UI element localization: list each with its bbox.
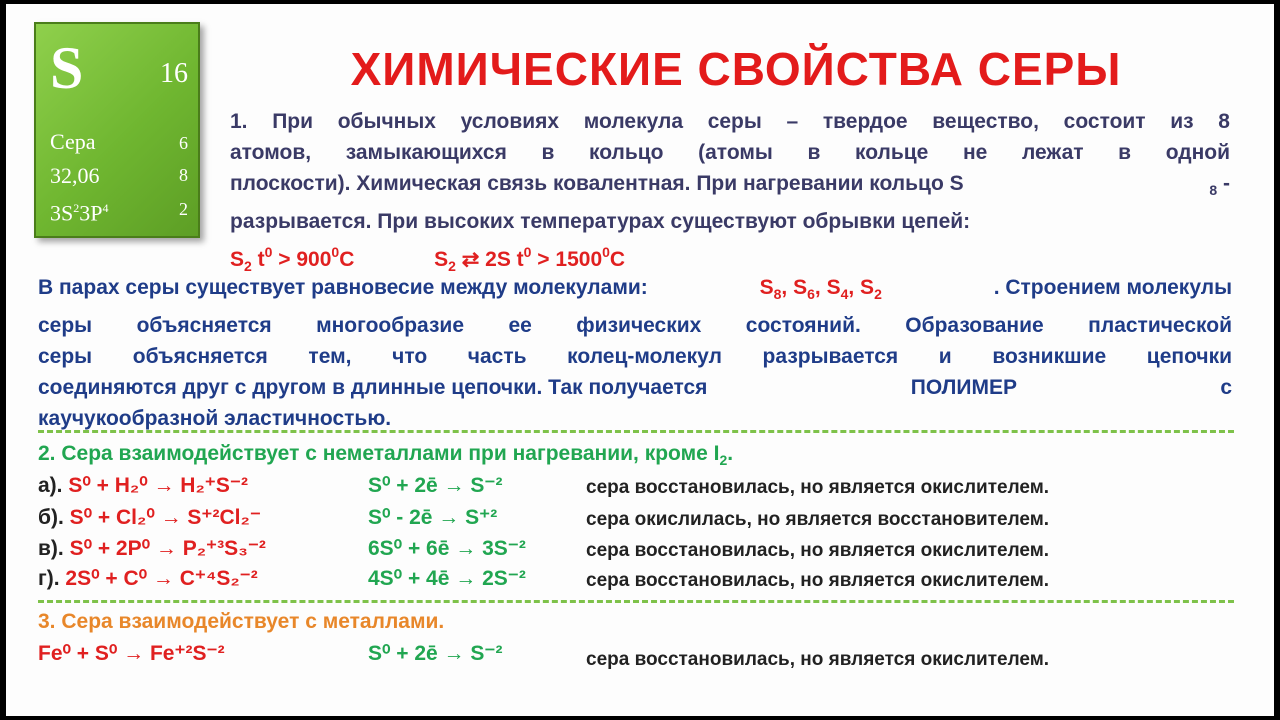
paragraph-1 [230, 106, 1230, 282]
mol-s2: S [860, 276, 875, 299]
s2-heading-sub: 2 [719, 452, 728, 468]
element-name: Сера [50, 129, 96, 154]
p1-line3-text: плоскости). Химическая связь ковалентная. При нагревании кольцо S [230, 172, 964, 195]
reaction-b-label: б). [38, 506, 70, 529]
p1-line4: разрывается. При высоких температурах существуют обрывки цепей: [230, 210, 971, 233]
half-reaction-c: 6S⁰ + 6ē → 3S⁻² [368, 537, 526, 560]
element-tile-sulfur [34, 22, 200, 238]
note-a: сера восстановилась, но является окислителем. [586, 477, 1050, 498]
p2-polymer: ПОЛИМЕР [910, 376, 1017, 399]
paragraph-2 [38, 272, 1232, 434]
divider-1 [38, 430, 1234, 433]
note-d: сера восстановилась, но является окислителем. [586, 570, 1050, 591]
shell-1: 6 [179, 133, 188, 153]
reaction-c-label: в). [38, 537, 70, 560]
p2-line4-text: соединяются друг с другом в длинные цепочки. Так получается [38, 376, 708, 399]
divider-2 [38, 600, 1234, 603]
atomic-mass: 32,06 [50, 163, 100, 188]
reaction-d [38, 565, 258, 593]
p2-line2: серы объясняется многообразие ее физических состояний. Образование пластической [38, 314, 1232, 337]
section-3-heading: 3. Сера взаимодействует с металлами. [38, 610, 445, 633]
half-reaction-b: S⁰ - 2ē → S⁺² [368, 506, 498, 529]
atomic-number: 16 [160, 58, 188, 89]
mol-s4-sub: 4 [840, 286, 849, 302]
p1-line3-dash: - [1217, 172, 1230, 195]
shell-3: 2 [179, 199, 188, 219]
eq1-c: C [339, 248, 355, 271]
eq2-tsup: 0 [523, 244, 532, 260]
eq1-rest: > 900 [272, 248, 332, 271]
reaction-d-label: г). [38, 567, 66, 590]
half-reaction-fe: S⁰ + 2ē → S⁻² [368, 642, 503, 665]
mol-s4: S [826, 276, 841, 299]
mol-s8-sub: 8 [773, 286, 782, 302]
mol-s6: S [793, 276, 808, 299]
config-sup1: 2 [73, 201, 80, 215]
reaction-c-equation: S⁰ + 2P⁰ → P₂⁺³S₃⁻² [69, 537, 266, 560]
p1-line2: атомов, замыкающихся в кольцо (атомы в кольце не лежат в одной [230, 141, 1230, 164]
p2-line1-end: . Строением молекулы [993, 276, 1232, 299]
s2-heading-end: . [727, 442, 734, 465]
reaction-a-label: а). [38, 474, 69, 497]
p2-line4 [38, 372, 1232, 403]
section-2-heading [38, 442, 733, 468]
reaction-d-equation: 2S⁰ + C⁰ → C⁺⁴S₂⁻² [65, 567, 258, 590]
reaction-b [38, 504, 261, 532]
p2-line1 [38, 272, 1232, 310]
reaction-c [38, 535, 266, 563]
p2-line1-text: В парах серы существует равновесие между молекулами: [38, 276, 648, 299]
p1-line1: 1. При обычных условиях молекула серы – твердое вещество, состоит из 8 [230, 110, 1230, 133]
p2-line3: серы объясняется тем, что часть колец-молекул разрывается и возникшие цепочки [38, 345, 1232, 368]
p2-line5: каучукообразной эластичностью. [38, 407, 392, 430]
page-title: ХИМИЧЕСКИЕ СВОЙСТВА СЕРЫ [350, 43, 1122, 95]
eq1-csup: 0 [331, 244, 340, 260]
eq2-csup: 0 [602, 244, 610, 260]
note-c: сера восстановилась, но является окислителем. [586, 540, 1050, 561]
equation-s2-1500 [434, 244, 626, 274]
equation-s2-900 [230, 244, 355, 274]
mol-s8: S [759, 276, 774, 299]
shell-2: 8 [179, 165, 188, 185]
reaction-b-equation: S⁰ + Cl₂⁰ → S⁺²Cl₂⁻ [69, 506, 261, 529]
eq2-s: S [434, 248, 449, 271]
eq2-c: C [609, 248, 626, 271]
element-symbol: S [50, 35, 84, 101]
reaction-fe: Fe⁰ + S⁰ → Fe⁺²S⁻² [38, 642, 225, 665]
electron-config [50, 196, 109, 225]
p2-line4-end: с [1220, 376, 1232, 399]
eq1-tsup: 0 [264, 244, 273, 260]
eq2-mid: ⇄ 2S t [455, 248, 524, 271]
reaction-a-equation: S⁰ + H₂⁰ → H₂⁺S⁻² [68, 474, 248, 497]
config-mid: 3P [79, 200, 103, 226]
half-reaction-a: S⁰ + 2ē → S⁻² [368, 474, 503, 497]
eq1-s: S [230, 248, 245, 271]
s2-heading-text: 2. Сера взаимодействует с неметаллами при нагревании, кроме I [38, 442, 720, 465]
half-reaction-d: 4S⁰ + 4ē → 2S⁻² [368, 567, 526, 590]
eq2-rest: > 1500 [531, 248, 603, 271]
eq1-sub: 2 [244, 258, 252, 274]
mol-s2-sub: 2 [874, 286, 882, 302]
p1-line3-sub: 8 [1209, 182, 1218, 198]
eq1-t: t [251, 248, 265, 271]
config-base: 3S [50, 200, 74, 226]
eq2-sub: 2 [448, 258, 456, 274]
p2-molecules: $S_8$, $S_6$, $S_4$, $S_2$ [759, 276, 882, 302]
slide [6, 4, 1274, 716]
note-fe: сера восстановилась, но является окислителем. [586, 649, 1050, 670]
note-b: сера окислилась, но является восстановителем. [586, 509, 1050, 530]
p1-line3 [230, 168, 1230, 206]
p1-line3-end [1209, 168, 1230, 206]
config-sup2: 4 [102, 201, 109, 215]
reaction-a [38, 472, 248, 500]
mol-s6-sub: 6 [807, 286, 815, 302]
